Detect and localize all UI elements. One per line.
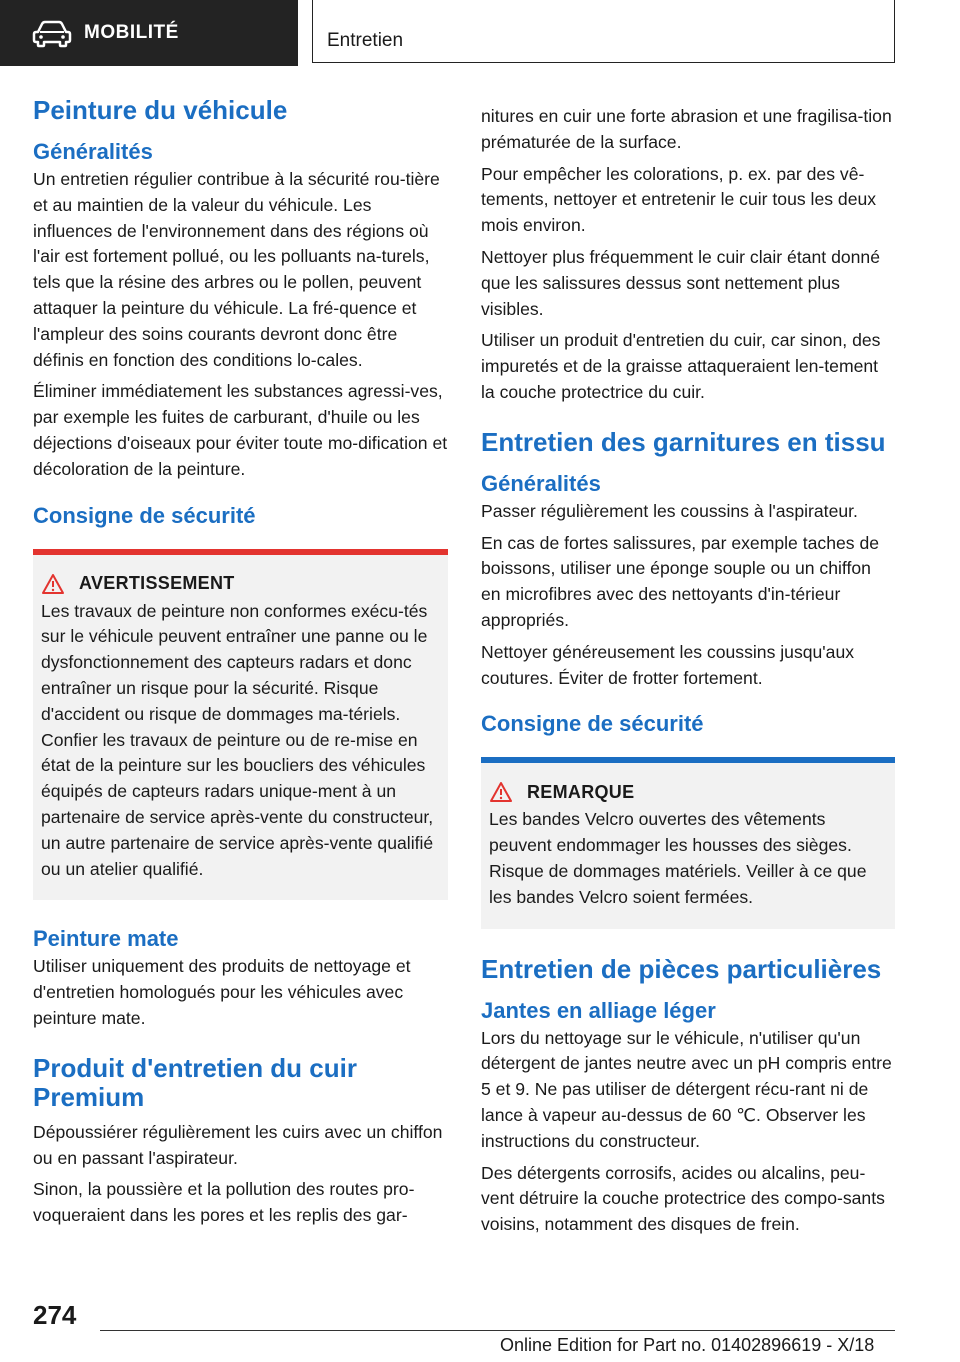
page-number: 274 xyxy=(33,1300,77,1330)
paragraph: Utiliser un produit d'entretien du cuir, car sinon, des impuretés et de la graisse attaqueraient len-tement la couche protectrice du cuir. xyxy=(481,330,881,402)
chapter-tab xyxy=(312,0,895,63)
warning-text: Les travaux de peinture non conformes exécu-tés sur le véhicule peuvent entraîner une panne ou le dysfonctionnement des capteurs radars et donc entraîner un risque pour la sécurité. Risque d'accident ou risque de dommages ma-tériels. Confier les travaux de peinture ou de re-mise en état de la peinture sur les boucliers des véhicules équipés de capteurs radars unique-ment à un partenaire de service après-vente du constructeur, un autre partenaire de service après-vente qualifié ou un atelier qualifié. xyxy=(41,600,434,879)
warning-box xyxy=(33,549,448,901)
paragraph: Des détergents corrosifs, acides ou alcalins, peu-vent détruire la couche protectrice des compo-sants voisins, notamment des disques de frein. xyxy=(481,1162,885,1235)
heading-matte: Peinture mate xyxy=(33,926,179,952)
car-icon xyxy=(32,18,72,48)
notice-box xyxy=(481,757,895,928)
section-tab xyxy=(0,0,298,66)
heading-general: Généralités xyxy=(33,139,153,164)
heading-rims: Jantes en alliage léger xyxy=(481,997,716,1023)
heading-general: Généralités xyxy=(481,470,601,496)
paragraph: Un entretien régulier contribue à la sécurité rou-tière et au maintien de la valeur du véhicule. Les influences de l'environnement dans des régions où l'air est fortement pollué, ou les polluants na-turels, tels que la résine des arbres ou le pollen, peuvent attaquer la peinture du véhicule. La fré-quence et l'ampleur des soins courants devront donc être définis en fonction des conditions lo-cales. xyxy=(33,169,440,370)
heading-leather: Produit d'entretien du cuir Premium xyxy=(33,1052,357,1112)
left-column xyxy=(33,96,448,1235)
paragraph: Dépoussiérer régulièrement les cuirs avec un chiffon ou en passant l'aspirateur. xyxy=(33,1121,443,1168)
heading-parts: Entretien de pièces particulières xyxy=(481,953,882,984)
paragraph: Sinon, la poussière et la pollution des routes pro-voqueraient dans les pores et les replis des gar- xyxy=(33,1179,415,1226)
page-header xyxy=(0,0,960,66)
paragraph: Lors du nettoyage sur le véhicule, n'utiliser qu'un détergent de jantes neutre avec un pH compris entre 5 et 9. Ne pas utiliser de détergent récu-rant ni de lance à vapeur au-dessus de 60 ℃. Observer les instructions du constructeur. xyxy=(481,1027,892,1151)
heading-safety: Consigne de sécurité xyxy=(33,502,256,528)
chapter-label: Entretien xyxy=(327,30,404,51)
notice-triangle-icon xyxy=(489,781,513,803)
edition-text: Online Edition for Part no. 01402896619 - X/18 xyxy=(500,1335,875,1355)
paragraph: nitures en cuir une forte abrasion et une fragilisa-tion prématurée de la surface. xyxy=(481,106,892,152)
paragraph: En cas de fortes salissures, par exemple taches de boissons, utiliser une éponge souple ou un chiffon en microfibres avec des nettoyants d'in-térieur appropriés. xyxy=(481,532,880,630)
heading-paint: Peinture du véhicule xyxy=(33,95,288,125)
heading-safety: Consigne de sécurité xyxy=(481,711,704,737)
notice-title: REMARQUE xyxy=(527,781,635,802)
notice-text: Les bandes Velcro ouvertes des vêtements peuvent endommager les housses des sièges. Risque de dommages matériels. Veiller à ce que les bandes Velcro soient fermées. xyxy=(489,809,867,907)
warning-triangle-icon xyxy=(41,573,65,595)
paragraph: Éliminer immédiatement les substances agressi-ves, par exemple les fuites de carburant, d'huile ou les déjections d'oiseaux pour éviter toute mo-dification et décoloration de la peinture. xyxy=(33,381,448,479)
paragraph: Utiliser uniquement des produits de nettoyage et d'entretien homologués pour les véhicules avec peinture mate. xyxy=(33,956,411,1028)
footer-divider xyxy=(100,1330,895,1331)
paragraph: Pour empêcher les colorations, p. ex. par des vê-tements, nettoyer et entretenir le cuir tous les deux mois environ. xyxy=(481,163,877,236)
paragraph: Passer régulièrement les coussins à l'aspirateur. xyxy=(481,500,858,521)
heading-fabric: Entretien des garnitures en tissu xyxy=(481,426,886,457)
section-label: MOBILITÉ xyxy=(84,22,179,43)
paragraph: Nettoyer généreusement les coussins jusqu'aux coutures. Éviter de frotter fortement. xyxy=(481,641,855,688)
right-column xyxy=(481,104,895,1244)
warning-title: AVERTISSEMENT xyxy=(79,573,235,594)
paragraph: Nettoyer plus fréquemment le cuir clair étant donné que les salissures dessus sont nettement plus visibles. xyxy=(481,246,880,319)
